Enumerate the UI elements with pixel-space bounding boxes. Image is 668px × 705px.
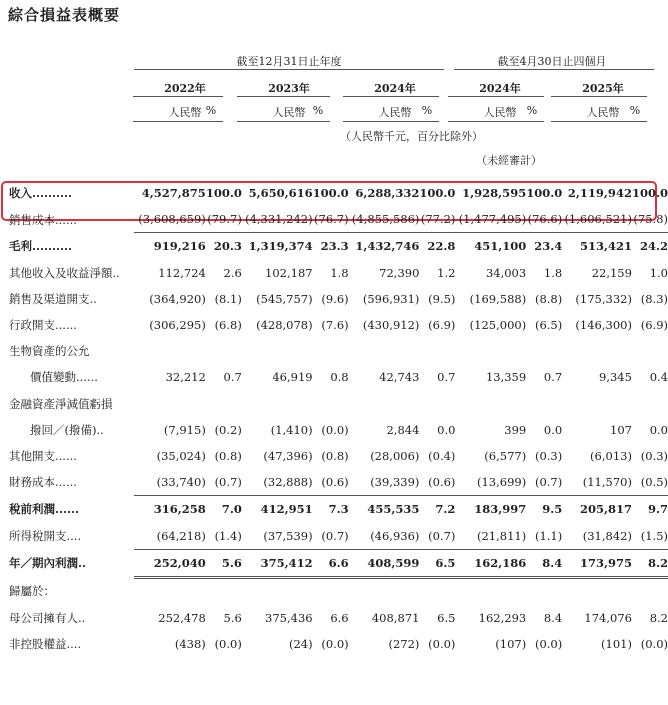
percent-cell: 7.2 <box>435 502 456 517</box>
percent-cell: (0.8) <box>214 448 242 463</box>
percent-cell: 2.6 <box>223 265 242 280</box>
amount-cell: (545,757) <box>256 291 313 306</box>
percent-cell: 100.0 <box>419 186 456 201</box>
percent-cell: 23.3 <box>320 239 349 254</box>
amount-cell: (306,295) <box>149 318 206 333</box>
amount-cell: (13,699) <box>455 469 526 496</box>
row-label: 年／期內利潤.. <box>9 556 87 571</box>
percent-cell: 6.5 <box>419 549 455 577</box>
amount-cell: (107) <box>495 637 527 652</box>
percent-cell <box>632 391 668 417</box>
percent-cell: (0.6) <box>419 469 455 496</box>
percent-cell <box>526 338 562 364</box>
amount-cell: 408,599 <box>349 549 420 577</box>
header-year-3: 2024年 <box>479 82 521 95</box>
percent-cell: (0.0) <box>321 637 349 652</box>
header-rule-four-months <box>454 69 654 70</box>
table-row <box>0 443 668 469</box>
amount-cell: (1,410) <box>270 422 313 437</box>
amount-cell: 22,159 <box>591 265 632 280</box>
percent-cell: (6.9) <box>428 318 456 333</box>
header-pct-4: % <box>629 104 641 117</box>
header-unit-rule-4 <box>551 121 647 122</box>
amount-cell: 13,359 <box>485 370 527 385</box>
amount-cell: (1,477,495) <box>455 206 526 233</box>
percent-cell: 1.8 <box>330 265 349 280</box>
percent-cell: 7.3 <box>328 502 349 517</box>
unit-note: （人民幣千元，百分比除外） <box>340 130 483 143</box>
header-currency-0: 人民幣 <box>168 106 202 119</box>
amount-cell: (35,024) <box>156 448 206 463</box>
percent-cell: (6.8) <box>214 318 242 333</box>
percent-cell: (0.8) <box>321 448 349 463</box>
percent-cell: (76.6) <box>526 206 562 233</box>
percent-cell: (1.1) <box>526 522 562 549</box>
amount-cell: (11,570) <box>562 469 632 496</box>
row-label: 毛利.......... <box>9 239 73 254</box>
amount-cell <box>134 577 206 605</box>
amount-cell <box>562 577 632 605</box>
amount-cell <box>242 338 313 364</box>
table-row <box>0 605 668 631</box>
header-year-rule-4 <box>551 96 647 97</box>
row-label: 金融資產淨減值虧損 <box>9 396 113 411</box>
amount-cell: (125,000) <box>469 318 527 333</box>
percent-cell: (0.5) <box>632 469 668 496</box>
amount-cell: 6,288,332 <box>355 186 420 201</box>
percent-cell: 0.8 <box>330 370 349 385</box>
table-row <box>0 496 668 523</box>
amount-cell: (37,539) <box>242 522 313 549</box>
amount-cell: (596,931) <box>362 291 420 306</box>
header-rule-annual <box>134 69 444 70</box>
amount-cell: 1,432,746 <box>355 239 420 254</box>
header-year-rule-1 <box>237 96 330 97</box>
header-currency-4: 人民幣 <box>586 106 620 119</box>
row-label: 非控股權益.... <box>9 637 82 652</box>
percent-cell: 22.8 <box>427 239 456 254</box>
header-currency-3: 人民幣 <box>483 106 517 119</box>
amount-cell: (175,332) <box>575 291 632 306</box>
amount-cell: 2,119,942 <box>567 186 632 201</box>
percent-cell: 24.2 <box>639 239 668 254</box>
amount-cell <box>242 577 313 605</box>
amount-cell: 42,743 <box>379 370 420 385</box>
amount-cell: (272) <box>388 637 420 652</box>
percent-cell: 8.2 <box>632 549 668 577</box>
amount-cell: (101) <box>601 637 632 652</box>
percent-cell: 5.6 <box>206 549 242 577</box>
percent-cell: (1.4) <box>206 522 242 549</box>
percent-cell: 1.2 <box>437 265 456 280</box>
row-label: 所得稅開支.... <box>9 528 82 543</box>
page-title: 綜合損益表概要 <box>8 6 121 24</box>
percent-cell: (0.0) <box>534 637 563 652</box>
amount-cell: 174,076 <box>584 611 632 626</box>
amount-cell: 2,844 <box>386 422 420 437</box>
percent-cell: 0.0 <box>543 422 563 437</box>
amount-cell: 455,535 <box>367 502 420 517</box>
header-year-4: 2025年 <box>582 82 624 95</box>
percent-cell: (8.8) <box>534 291 563 306</box>
row-label: 其他開支...... <box>9 448 77 463</box>
amount-cell: 162,186 <box>455 549 526 577</box>
amount-cell: (6,577) <box>484 448 527 463</box>
percent-cell <box>632 338 668 364</box>
percent-cell: (6.5) <box>534 318 563 333</box>
percent-cell: 0.7 <box>223 370 242 385</box>
percent-cell: (0.7) <box>419 522 455 549</box>
amount-cell: 102,187 <box>265 265 313 280</box>
percent-cell: (79.7) <box>206 206 242 233</box>
percent-cell: 6.6 <box>330 611 349 626</box>
amount-cell <box>134 338 206 364</box>
percent-cell: (0.7) <box>206 469 242 496</box>
percent-cell: 0.0 <box>437 422 456 437</box>
amount-cell: (1,606,521) <box>562 206 632 233</box>
amount-cell: 451,100 <box>474 239 527 254</box>
percent-cell: (6.9) <box>640 318 668 333</box>
amount-cell: (28,006) <box>370 448 420 463</box>
amount-cell: 112,724 <box>158 265 206 280</box>
header-period-four-months: 截至4月30日止四個月 <box>497 55 607 68</box>
percent-cell <box>632 577 668 605</box>
table-row <box>0 286 668 312</box>
percent-cell: (0.3) <box>534 448 563 463</box>
amount-cell: 32,212 <box>165 370 206 385</box>
amount-cell: (4,855,586) <box>349 206 420 233</box>
percent-cell: 7.0 <box>221 502 242 517</box>
percent-cell <box>419 391 455 417</box>
amount-cell: 316,258 <box>153 502 206 517</box>
percent-cell: (0.2) <box>214 422 242 437</box>
amount-cell: (6,013) <box>590 448 632 463</box>
percent-cell: (0.4) <box>428 448 456 463</box>
amount-cell: 919,216 <box>153 239 206 254</box>
percent-cell: (0.0) <box>428 637 456 652</box>
amount-cell <box>242 391 313 417</box>
amount-cell: 205,817 <box>579 502 632 517</box>
amount-cell: (438) <box>174 637 206 652</box>
amount-cell: 375,436 <box>265 611 313 626</box>
percent-cell: (1.5) <box>632 522 668 549</box>
row-label: 撥回／(撥備).. <box>30 422 104 437</box>
percent-cell <box>206 338 242 364</box>
table-row <box>0 206 668 233</box>
amount-cell: (24) <box>289 637 313 652</box>
percent-cell: 0.0 <box>649 422 668 437</box>
table-row <box>0 260 668 286</box>
header-year-0: 2022年 <box>164 82 206 95</box>
percent-cell: 23.4 <box>534 239 563 254</box>
row-label: 生物資產的公允 <box>9 344 90 359</box>
amount-cell: (3,608,659) <box>134 206 206 233</box>
header-currency-2: 人民幣 <box>378 106 412 119</box>
row-label: 銷售及渠道開支.. <box>9 291 97 306</box>
percent-cell: (0.7) <box>526 469 562 496</box>
percent-cell: (7.6) <box>321 318 349 333</box>
header-year-rule-3 <box>448 96 544 97</box>
percent-cell: (8.3) <box>640 291 668 306</box>
percent-cell: (77.2) <box>419 206 455 233</box>
table-row <box>0 364 668 390</box>
table-row <box>0 631 668 657</box>
amount-cell: 5,650,616 <box>248 186 313 201</box>
amount-cell <box>455 577 526 605</box>
header-unit-rule-2 <box>343 121 439 122</box>
amount-cell: (146,300) <box>575 318 632 333</box>
row-label: 其他收入及收益淨額.. <box>9 265 120 280</box>
percent-cell: (0.6) <box>313 469 349 496</box>
amount-cell: 34,003 <box>485 265 527 280</box>
header-pct-0: % <box>205 104 217 117</box>
percent-cell: (75.8) <box>632 206 668 233</box>
amount-cell: (46,936) <box>349 522 420 549</box>
table-row <box>0 338 668 364</box>
row-label: 歸屬於： <box>9 584 55 599</box>
row-label: 收入.......... <box>9 186 73 201</box>
amount-cell: 252,040 <box>134 549 206 577</box>
percent-cell: (9.5) <box>428 291 456 306</box>
percent-cell: 6.5 <box>437 611 456 626</box>
amount-cell: 46,919 <box>272 370 313 385</box>
percent-cell: 0.7 <box>437 370 456 385</box>
percent-cell: (8.1) <box>214 291 242 306</box>
header-period-annual: 截至12月31日止年度 <box>236 55 342 68</box>
percent-cell: 100.0 <box>205 186 242 201</box>
header-unit-rule-3 <box>448 121 544 122</box>
header-year-1: 2023年 <box>268 82 310 95</box>
amount-cell: 412,951 <box>260 502 313 517</box>
percent-cell: 8.2 <box>649 611 668 626</box>
percent-cell <box>526 577 562 605</box>
header-unit-rule-0 <box>133 121 223 122</box>
header-year-rule-0 <box>133 96 223 97</box>
amount-cell <box>349 338 420 364</box>
header-currency-1: 人民幣 <box>272 106 306 119</box>
percent-cell: 0.7 <box>543 370 563 385</box>
row-label: 價值變動...... <box>30 370 98 385</box>
header-unit-rule-1 <box>237 121 330 122</box>
percent-cell: 0.4 <box>649 370 668 385</box>
percent-cell <box>206 391 242 417</box>
percent-cell: 8.4 <box>543 611 563 626</box>
amount-cell: 9,345 <box>599 370 632 385</box>
percent-cell <box>313 577 349 605</box>
amount-cell: (47,396) <box>263 448 313 463</box>
percent-cell: 6.6 <box>313 549 349 577</box>
table-row <box>0 522 668 549</box>
amount-cell: 173,975 <box>562 549 632 577</box>
table-row <box>0 180 668 206</box>
percent-cell <box>313 338 349 364</box>
header-pct-2: % <box>421 104 433 117</box>
amount-cell: (21,811) <box>455 522 526 549</box>
amount-cell: (32,888) <box>242 469 313 496</box>
amount-cell <box>562 391 632 417</box>
amount-cell: (39,339) <box>349 469 420 496</box>
amount-cell: 408,871 <box>371 611 420 626</box>
amount-cell: (64,218) <box>134 522 206 549</box>
percent-cell: 1.0 <box>649 265 668 280</box>
amount-cell: (33,740) <box>134 469 206 496</box>
percent-cell: 8.4 <box>526 549 562 577</box>
table-row <box>0 577 668 605</box>
row-label: 行政開支...... <box>9 318 77 333</box>
percent-cell: 100.0 <box>312 186 349 201</box>
unaudited-note: （未經審計） <box>476 154 542 167</box>
amount-cell: (364,920) <box>149 291 206 306</box>
row-label: 稅前利潤...... <box>9 502 80 517</box>
percent-cell: 1.8 <box>543 265 563 280</box>
income-statement-table <box>0 180 668 657</box>
header-pct-3: % <box>526 104 538 117</box>
amount-cell: 72,390 <box>379 265 420 280</box>
amount-cell <box>455 338 526 364</box>
header-year-2: 2024年 <box>374 82 416 95</box>
percent-cell: (76.7) <box>313 206 349 233</box>
table-row <box>0 391 668 417</box>
amount-cell <box>134 391 206 417</box>
percent-cell <box>419 577 455 605</box>
percent-cell: (0.0) <box>214 637 242 652</box>
table-row <box>0 469 668 496</box>
amount-cell: (31,842) <box>562 522 632 549</box>
percent-cell: (0.7) <box>313 522 349 549</box>
table-row <box>0 312 668 338</box>
amount-cell: 183,997 <box>474 502 527 517</box>
table-row <box>0 233 668 260</box>
amount-cell: 513,421 <box>579 239 632 254</box>
row-label: 銷售成本...... <box>9 212 77 227</box>
percent-cell: 100.0 <box>631 186 668 201</box>
amount-cell: 1,319,374 <box>248 239 313 254</box>
row-label: 母公司擁有人.. <box>9 611 86 626</box>
percent-cell: 9.7 <box>647 502 668 517</box>
percent-cell <box>526 391 562 417</box>
row-label: 財務成本...... <box>9 475 77 490</box>
amount-cell: (430,912) <box>362 318 420 333</box>
amount-cell: (4,331,242) <box>242 206 313 233</box>
percent-cell <box>206 577 242 605</box>
percent-cell <box>419 338 455 364</box>
header-pct-1: % <box>312 104 324 117</box>
percent-cell: (0.0) <box>321 422 349 437</box>
amount-cell: 375,412 <box>242 549 313 577</box>
amount-cell <box>349 391 420 417</box>
amount-cell <box>562 338 632 364</box>
amount-cell: 4,527,875 <box>141 186 206 201</box>
percent-cell: (9.6) <box>321 291 349 306</box>
table-row <box>0 549 668 577</box>
amount-cell: 162,293 <box>478 611 527 626</box>
amount-cell: 399 <box>504 422 527 437</box>
percent-cell: 9.5 <box>542 502 563 517</box>
percent-cell: 5.6 <box>223 611 242 626</box>
table-row <box>0 417 668 443</box>
amount-cell: 1,928,595 <box>462 186 527 201</box>
percent-cell: 20.3 <box>213 239 242 254</box>
percent-cell: (0.0) <box>640 637 668 652</box>
amount-cell: (428,078) <box>256 318 313 333</box>
amount-cell <box>455 391 526 417</box>
amount-cell <box>349 577 420 605</box>
amount-cell: 252,478 <box>158 611 206 626</box>
header-year-rule-2 <box>343 96 439 97</box>
percent-cell: (0.3) <box>640 448 668 463</box>
amount-cell: (7,915) <box>163 422 206 437</box>
amount-cell: 107 <box>610 422 632 437</box>
percent-cell: 100.0 <box>526 186 563 201</box>
percent-cell <box>313 391 349 417</box>
amount-cell: (169,588) <box>469 291 527 306</box>
